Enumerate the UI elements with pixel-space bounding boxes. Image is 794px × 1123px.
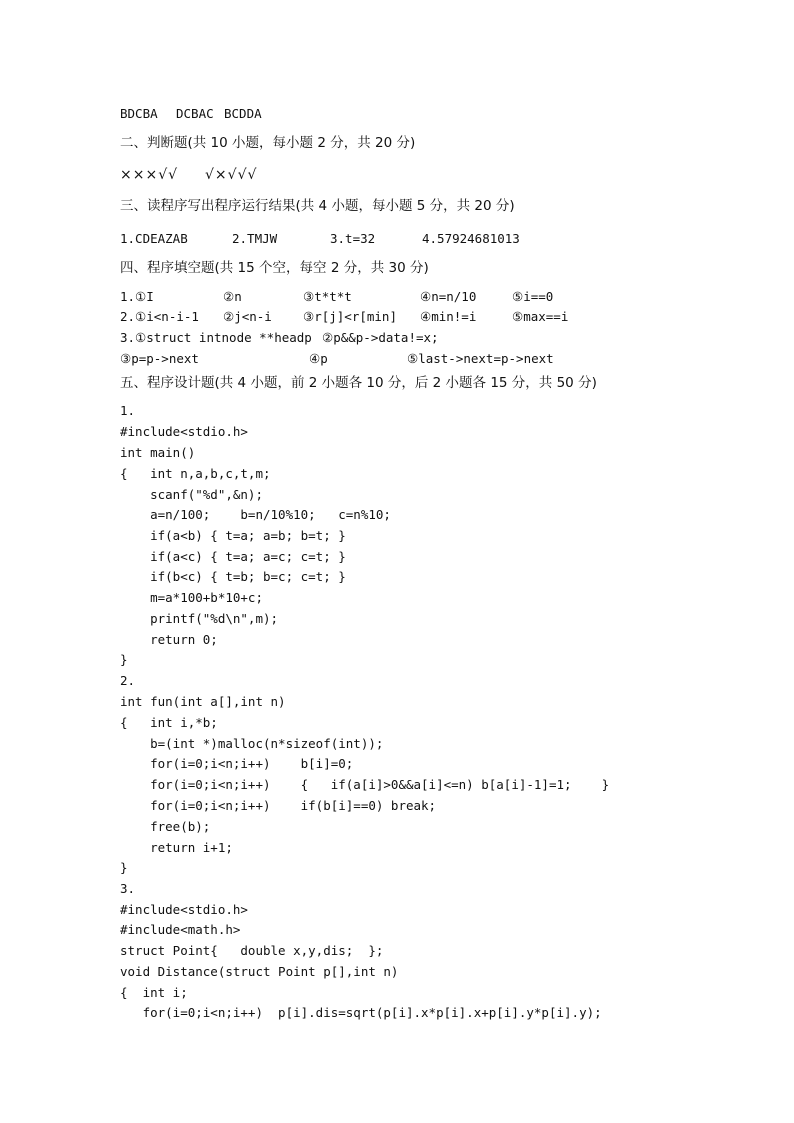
fill-answer: ④min!=i xyxy=(420,309,477,324)
code-line: 2. xyxy=(120,673,136,688)
code-line: a=n/100; b=n/10%10; c=n%10; xyxy=(120,507,391,522)
code-line: m=a*100+b*10+c; xyxy=(120,590,263,605)
code-line: int fun(int a[],int n) xyxy=(120,694,286,709)
fill-answer: ②j<n-i xyxy=(223,309,272,324)
code-line: for(i=0;i<n;i++) b[i]=0; xyxy=(120,756,354,771)
fill-answer: ④p xyxy=(309,351,328,366)
output-answer-4: 4.57924681013 xyxy=(422,231,520,246)
code-line: #include<stdio.h> xyxy=(120,424,248,439)
code-line: if(a<c) { t=a; a=c; c=t; } xyxy=(120,549,346,564)
fill-answer: ③t*t*t xyxy=(303,289,352,304)
fill-answer: ④n=n/10 xyxy=(420,289,477,304)
section-4-heading: 四、程序填空题(共 15 个空，每空 2 分，共 30 分) xyxy=(120,260,429,276)
fill-answer: ③p=p->next xyxy=(120,351,199,366)
code-line: #include<math.h> xyxy=(120,922,241,937)
code-line: b=(int *)malloc(n*sizeof(int)); xyxy=(120,736,384,751)
fill-answer: ⑤max==i xyxy=(512,309,569,324)
code-line: #include<stdio.h> xyxy=(120,902,248,917)
fill-answer: 1.①I xyxy=(120,289,154,304)
fill-answer: 3.①struct intnode **headp xyxy=(120,330,312,345)
code-line: } xyxy=(120,860,128,875)
code-line: return i+1; xyxy=(120,840,233,855)
judgement-answers-b: √×√√√ xyxy=(205,167,258,183)
code-line: scanf("%d",&n); xyxy=(120,487,263,502)
choice-answers-group-1: BDCBA xyxy=(120,106,158,121)
section-2-heading: 二、判断题(共 10 小题，每小题 2 分，共 20 分) xyxy=(120,135,416,151)
code-line: for(i=0;i<n;i++) if(b[i]==0) break; xyxy=(120,798,437,813)
output-answer-3: 3.t=32 xyxy=(330,231,376,246)
choice-answers-group-3: BCDDA xyxy=(224,106,262,121)
fill-answer: ③r[j]<r[min] xyxy=(303,309,397,324)
code-line: free(b); xyxy=(120,819,211,834)
section-5-heading: 五、程序设计题(共 4 小题，前 2 小题各 10 分，后 2 小题各 15 分，共 50 分) xyxy=(120,375,597,391)
code-line: } xyxy=(120,652,128,667)
code-line: { int i,*b; xyxy=(120,715,218,730)
code-line: for(i=0;i<n;i++) p[i].dis=sqrt(p[i].x*p[i].x+p[i].y*p[i].y); xyxy=(120,1005,602,1020)
code-line: return 0; xyxy=(120,632,218,647)
code-line: int main() xyxy=(120,445,196,460)
code-line: 3. xyxy=(120,881,136,896)
fill-answer: ②n xyxy=(223,289,242,304)
code-line: 1. xyxy=(120,403,136,418)
code-line: for(i=0;i<n;i++) { if(a[i]>0&&a[i]<=n) b[a[i]-1]=1; } xyxy=(120,777,610,792)
code-line: void Distance(struct Point p[],int n) xyxy=(120,964,399,979)
code-line: struct Point{ double x,y,dis; }; xyxy=(120,943,384,958)
code-line: if(b<c) { t=b; b=c; c=t; } xyxy=(120,569,346,584)
fill-answer: ②p&&p->data!=x; xyxy=(322,330,439,345)
code-line: { int n,a,b,c,t,m; xyxy=(120,466,271,481)
output-answer-2: 2.TMJW xyxy=(232,231,278,246)
fill-answer: ⑤last->next=p->next xyxy=(407,351,554,366)
output-answer-1: 1.CDEAZAB xyxy=(120,231,188,246)
choice-answers-group-2: DCBAC xyxy=(176,106,214,121)
code-line: { int i; xyxy=(120,985,188,1000)
fill-answer: ⑤i==0 xyxy=(512,289,554,304)
fill-answer: 2.①i<n-i-1 xyxy=(120,309,199,324)
code-line: if(a<b) { t=a; a=b; b=t; } xyxy=(120,528,346,543)
section-3-heading: 三、读程序写出程序运行结果(共 4 小题，每小题 5 分，共 20 分) xyxy=(120,198,515,214)
judgement-answers-a: ×××√√ xyxy=(120,167,179,183)
code-line: printf("%d\n",m); xyxy=(120,611,279,626)
